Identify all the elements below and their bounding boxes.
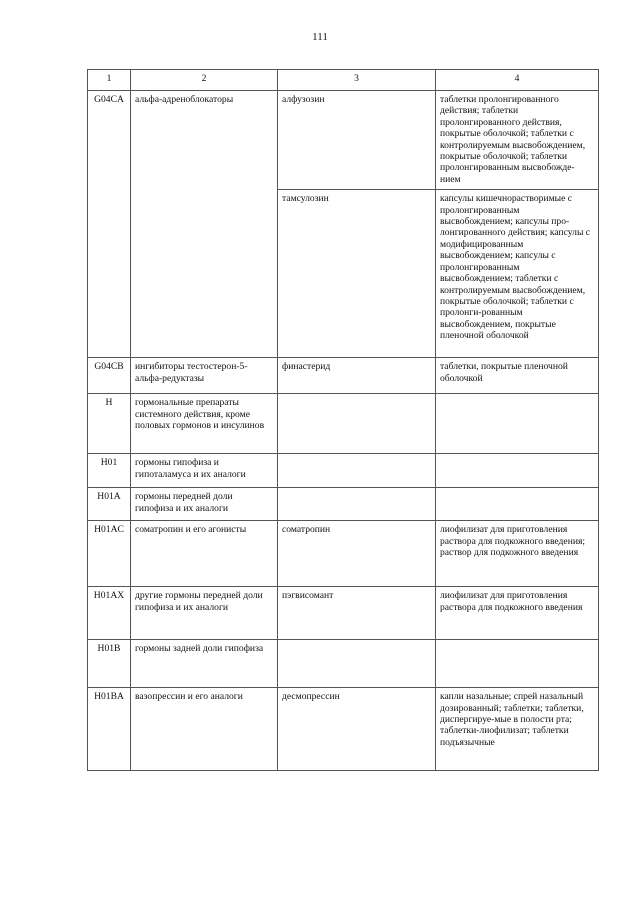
drug-name: тамсулозин xyxy=(278,190,436,358)
atc-code: H01A xyxy=(88,488,131,521)
group-name: соматропин и его агонисты xyxy=(131,521,278,587)
dosage-form: капли назальные; спрей назальный дозированный; таблетки; таблетки, диспергируе-мые в полости рта; таблетки-лиофилизат; таблетки подъязычные xyxy=(436,688,599,771)
table-row xyxy=(88,91,599,190)
group-name: другие гормоны передней доли гипофиза и их аналоги xyxy=(131,587,278,640)
drug-name: финастерид xyxy=(278,358,436,394)
group-name: альфа-адреноблокаторы xyxy=(131,91,278,358)
column-header: 1 xyxy=(88,70,131,91)
table-row xyxy=(88,521,599,587)
group-name: ингибиторы тестостерон-5-альфа-редуктазы xyxy=(131,358,278,394)
dosage-form xyxy=(436,454,599,488)
atc-code: H xyxy=(88,394,131,454)
atc-code: G04CB xyxy=(88,358,131,394)
drug-name: десмопрессин xyxy=(278,688,436,771)
drug-name xyxy=(278,640,436,688)
table-row xyxy=(88,394,599,454)
table-row xyxy=(88,688,599,771)
table-row xyxy=(88,358,599,394)
atc-code: H01AC xyxy=(88,521,131,587)
group-name: гормоны задней доли гипофиза xyxy=(131,640,278,688)
drug-name xyxy=(278,488,436,521)
group-name: вазопрессин и его аналоги xyxy=(131,688,278,771)
group-name: гормоны гипофиза и гипоталамуса и их аналоги xyxy=(131,454,278,488)
group-name: гормоны передней доли гипофиза и их аналоги xyxy=(131,488,278,521)
dosage-form xyxy=(436,640,599,688)
dosage-form: таблетки пролонгированного действия; таблетки пролонгированного действия, покрытые оболочкой; таблетки с контролируемым высвобождением, покрытые оболочкой; таблетки пролонгированным высвобожде-нием xyxy=(436,91,599,190)
atc-code: G04CA xyxy=(88,91,131,358)
dosage-form: капсулы кишечнорастворимые с пролонгированным высвобождением; капсулы про-лонгированного действия; капсулы с модифицированным высвобождением; капсулы с пролонгированным высвобождением; таблетки с контролируемым высвобождением, покрытые оболочкой; таблетки с пролонги-рованным высвобождением, покрытые пленочной оболочкой xyxy=(436,190,599,358)
atc-code: H01AX xyxy=(88,587,131,640)
table-row xyxy=(88,454,599,488)
atc-code: H01B xyxy=(88,640,131,688)
atc-code: H01BA xyxy=(88,688,131,771)
drug-table xyxy=(87,69,599,771)
table-row xyxy=(88,488,599,521)
table-header-row xyxy=(88,70,599,91)
dosage-form xyxy=(436,488,599,521)
column-header: 4 xyxy=(436,70,599,91)
dosage-form: таблетки, покрытые пленочной оболочкой xyxy=(436,358,599,394)
dosage-form xyxy=(436,521,599,587)
dosage-form: лиофилизат для приготовления раствора для подкожного введения xyxy=(436,587,599,640)
group-name: гормональные препараты системного действия, кроме половых гормонов и инсулинов xyxy=(131,394,278,454)
atc-code: H01 xyxy=(88,454,131,488)
table-row xyxy=(88,587,599,640)
drug-name: пэгвисомант xyxy=(278,587,436,640)
page-number: 111 xyxy=(312,31,328,43)
dosage-form-line: лиофилизат для приготовления раствора для подкожного введения; xyxy=(440,524,586,547)
column-header: 3 xyxy=(278,70,436,91)
dosage-form-line: раствор для подкожного введения xyxy=(440,547,579,559)
table-row xyxy=(88,640,599,688)
drug-name: соматропин xyxy=(278,521,436,587)
column-header: 2 xyxy=(131,70,278,91)
drug-name: алфузозин xyxy=(278,91,436,190)
drug-name xyxy=(278,454,436,488)
dosage-form xyxy=(436,394,599,454)
drug-name xyxy=(278,394,436,454)
